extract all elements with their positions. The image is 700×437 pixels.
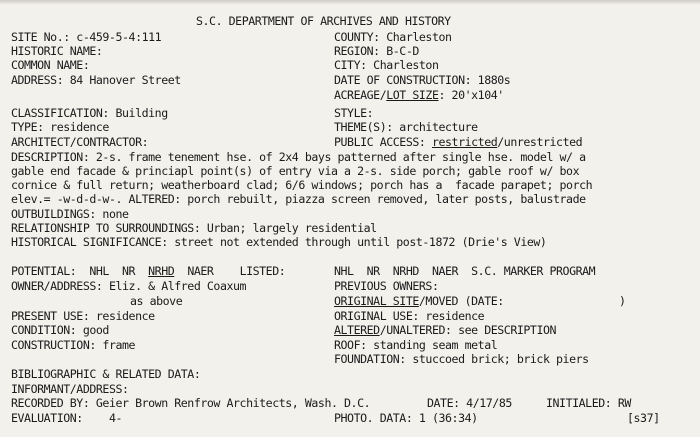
potential	[11, 264, 285, 278]
description-line: elev.= -w-d-d-w-. ALTERED: porch rebuilt, piazza screen removed, later posts, balustrade	[11, 192, 586, 206]
region: REGION: B-C-D	[334, 44, 419, 58]
construction: CONSTRUCTION: frame	[11, 338, 136, 352]
listed-options: NHL NR NRHD NAER S.C. MARKER PROGRAM	[334, 264, 596, 278]
bibliographic-data: BIBLIOGRAPHIC & RELATED DATA:	[11, 367, 201, 381]
recorded-date: DATE: 4/17/85	[427, 396, 512, 410]
description-line: gable end facade & princiapl point(s) of entry via a 2-s. side porch; gable roof w/ box	[11, 164, 580, 178]
architect-contractor: ARCHITECT/CONTRACTOR:	[11, 135, 149, 149]
present-use: PRESENT USE: residence	[11, 309, 155, 323]
acreage-label: ACREAGE/	[334, 88, 387, 102]
form-header: S.C. DEPARTMENT OF ARCHIVES AND HISTORY	[196, 14, 451, 28]
description-line: DESCRIPTION: 2-s. frame tenement hse. of 2x4 bays patterned after single hse. model w/ a	[11, 150, 586, 164]
recorded-by: RECORDED BY: Geier Brown Renfrow Architects, Wash. D.C.	[11, 396, 371, 410]
owner-address: OWNER/ADDRESS: Eliz. & Alfred Coaxum	[11, 279, 247, 293]
city: CITY: Charleston	[334, 58, 439, 72]
historical-significance: HISTORICAL SIGNIFICANCE: street not extended through until post-1872 (Drie's View)	[11, 235, 547, 249]
original-site	[334, 294, 504, 308]
lot-size-label: LOT SIZE	[386, 88, 439, 102]
initialed: INITIALED: RW	[546, 396, 631, 410]
style: STYLE:	[334, 106, 374, 120]
roof: ROOF: standing seam metal	[334, 338, 498, 352]
potential-listed: NAER LISTED:	[174, 264, 286, 278]
informant-address: INFORMANT/ADDRESS:	[11, 382, 129, 396]
date-of-construction: DATE OF CONSTRUCTION: 1880s	[334, 73, 511, 87]
scan-edge	[0, 0, 700, 5]
moved-date-label: /MOVED (DATE:	[418, 294, 504, 308]
historic-name: HISTORIC NAME:	[11, 44, 103, 58]
photo-data: PHOTO. DATA: 1 (36:34)	[334, 411, 478, 425]
owner-as-above: as above	[130, 294, 183, 308]
altered-value: /UNALTERED: see DESCRIPTION	[379, 323, 557, 337]
type: TYPE: residence	[11, 120, 109, 134]
previous-owners: PREVIOUS OWNERS:	[334, 279, 439, 293]
description-line: cornice & full return; weatherboard clad; 6/6 windows; porch has a facade parapet; porch	[11, 178, 593, 192]
outbuildings: OUTBUILDINGS: none	[11, 207, 129, 221]
classification: CLASSIFICATION: Building	[11, 106, 168, 120]
lot-size-value: : 20'x104'	[438, 88, 504, 102]
acreage-lot-size	[334, 88, 504, 102]
condition: CONDITION: good	[11, 323, 109, 337]
evaluation: EVALUATION: 4-	[11, 411, 123, 425]
public-access-restricted: restricted	[431, 135, 498, 149]
public-access-unrestricted: /unrestricted	[497, 135, 583, 149]
moved-date-close: )	[619, 294, 626, 308]
county: COUNTY: Charleston	[334, 30, 452, 44]
sheet-reference: [s37]	[627, 411, 660, 425]
relationship-to-surroundings: RELATIONSHIP TO SURROUNDINGS: Urban; largely residential	[11, 221, 377, 235]
foundation: FOUNDATION: stuccoed brick; brick piers	[334, 352, 589, 366]
public-access	[334, 135, 582, 149]
original-site-label: ORIGINAL SITE	[334, 294, 419, 308]
altered-unaltered	[334, 323, 556, 337]
potential-label: POTENTIAL: NHL NR	[11, 264, 149, 278]
altered-label: ALTERED	[334, 323, 380, 337]
potential-nrhd: NRHD	[148, 264, 175, 278]
address: ADDRESS: 84 Hanover Street	[11, 73, 181, 87]
public-access-label: PUBLIC ACCESS:	[334, 135, 432, 149]
original-use: ORIGINAL USE: residence	[334, 309, 485, 323]
themes: THEME(S): architecture	[334, 120, 478, 134]
site-number: SITE No.: c-459-5-4:111	[11, 30, 162, 44]
common-name: COMMON NAME:	[11, 58, 90, 72]
